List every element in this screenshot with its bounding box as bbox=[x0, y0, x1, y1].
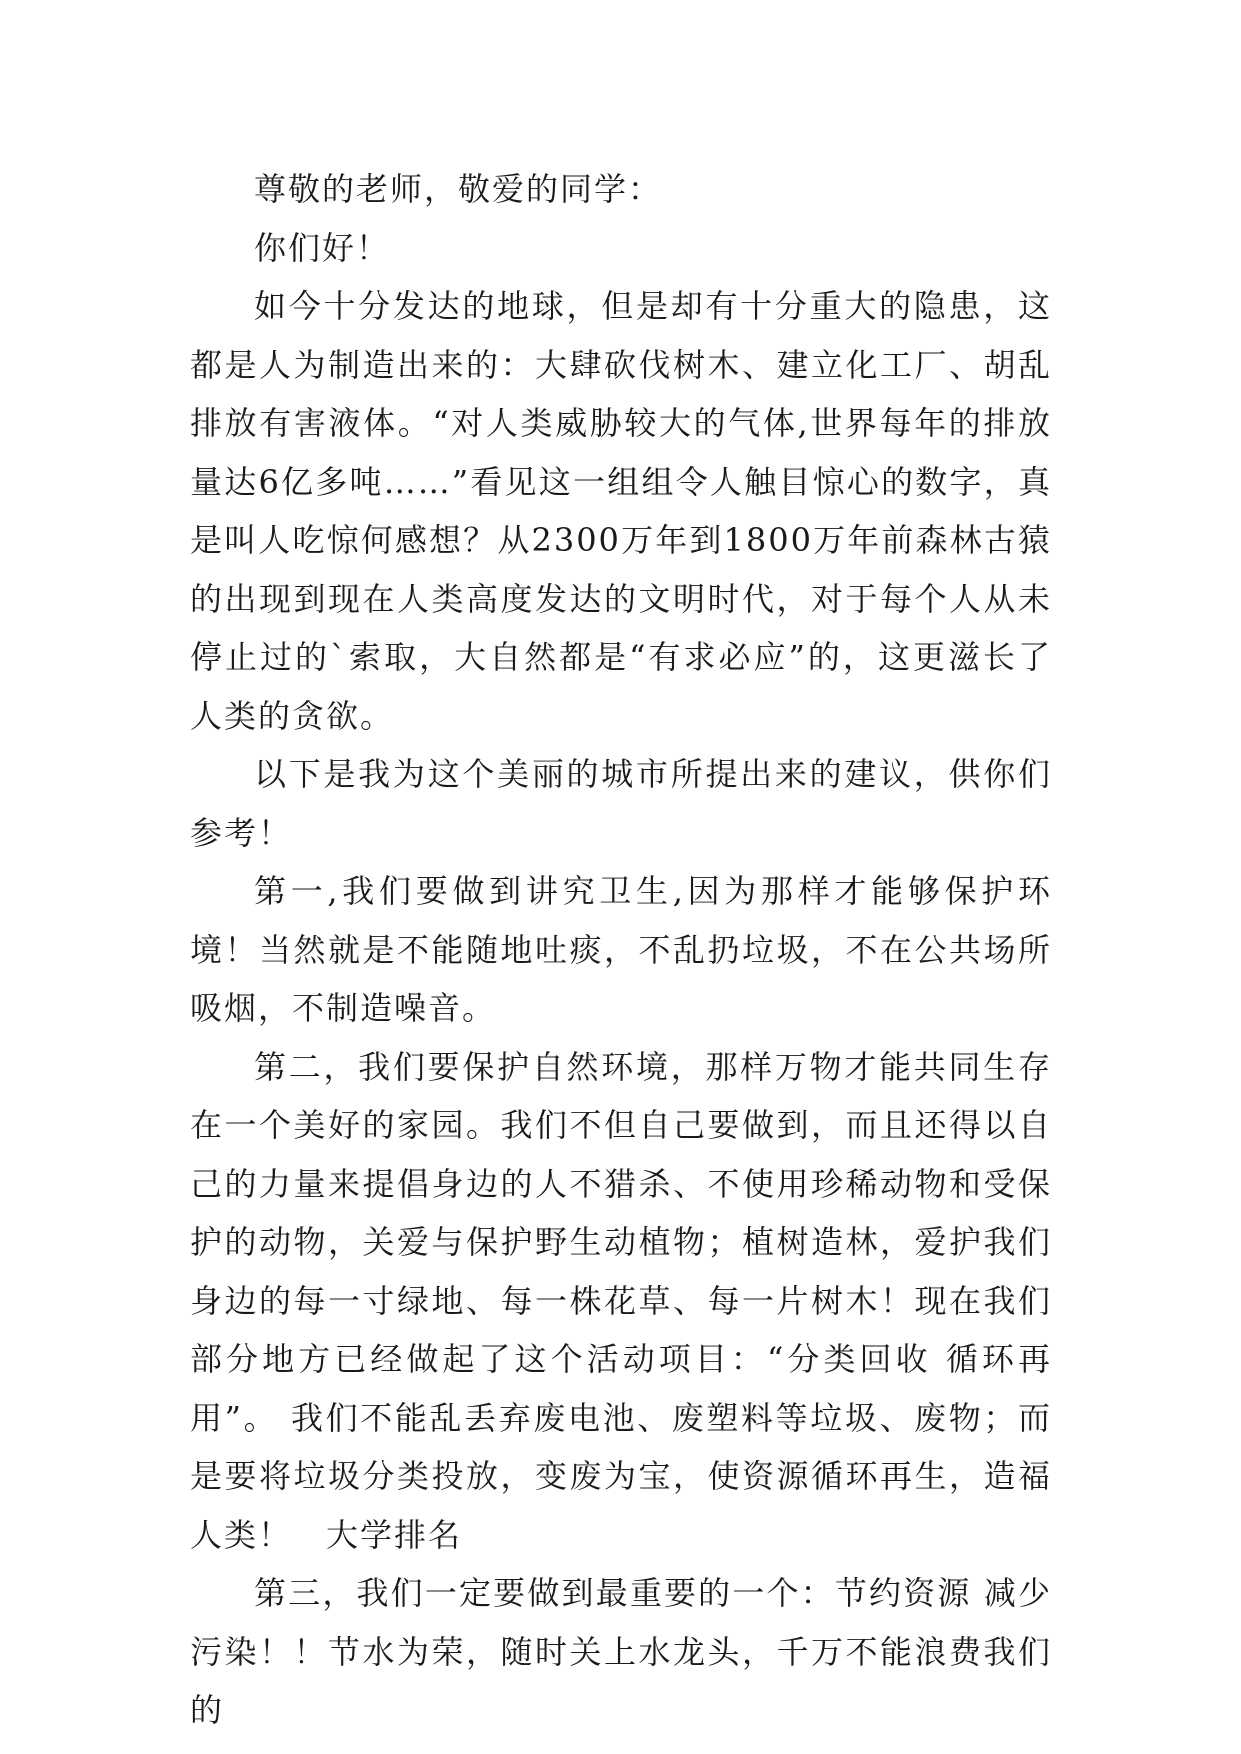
document-body bbox=[190, 160, 1052, 1740]
salutation: 你们好！ bbox=[254, 228, 391, 267]
greeting: 尊敬的老师，敬爱的同学： bbox=[254, 170, 663, 208]
paragraph-point-three: 第三，我们一定要做到最重要的一个：节约资源 减少污染！！节水为荣，随时关上水龙头，千万不能浪费我们的 bbox=[190, 1574, 1052, 1729]
paragraph-point-one: 第一,我们要做到讲究卫生,因为那样才能够保护环境！当然就是不能随地吐痰，不乱扔垃圾，不在公共场所吸烟，不制造噪音。 bbox=[190, 872, 1052, 1027]
paragraph-intro: 如今十分发达的地球，但是却有十分重大的隐患，这都是人为制造出来的：大肆砍伐树木、建立化工厂、胡乱排放有害液体。“对人类威胁较大的气体,世界每年的排放量达6亿多吨……”看见这一组组令人触目惊心的数字，真是叫人吃惊何感想？从2300万年到1800万年前森林古猿的出现到现在人类高度发达的文明时代，对于每个人从未停止过的`索取，大自然都是“有求必应”的，这更滋长了人类的贪欲。 bbox=[190, 287, 1052, 735]
paragraph-suggestion-lead: 以下是我为这个美丽的城市所提出来的建议，供你们参考！ bbox=[190, 755, 1052, 852]
paragraph-point-two: 第二，我们要保护自然环境，那样万物才能共同生存在一个美好的家园。我们不但自己要做到，而且还得以自己的力量来提倡身边的人不猎杀、不使用珍稀动物和受保护的动物，关爱与保护野生动植物；植树造林，爱护我们身边的每一寸绿地、每一株花草、每一片树木！现在我们部分地方已经做起了这个活动项目：“分类回收 循环再用”。 我们不能乱丢弃废电池、废塑料等垃圾、废物；而是要将垃圾分类投放，变废为宝，使资源循环再生，造福人类！ 大学排名 bbox=[190, 1047, 1052, 1554]
